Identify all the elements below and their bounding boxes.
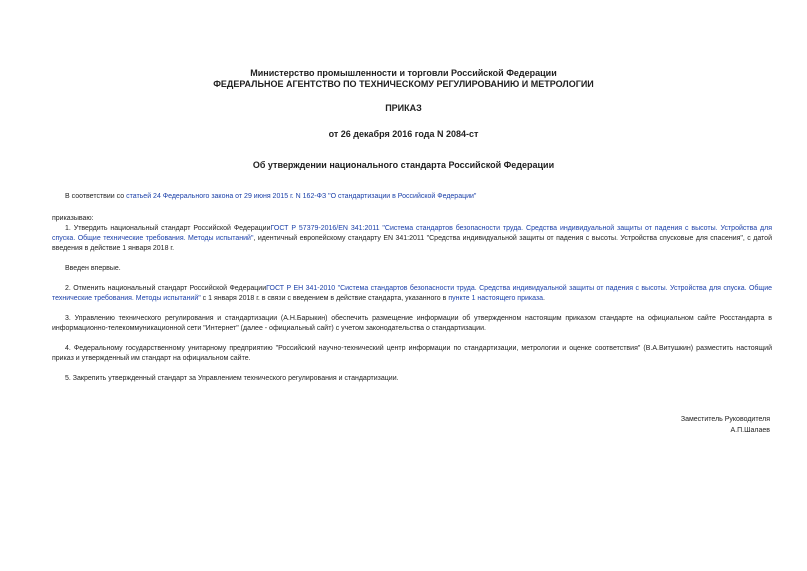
signature-block xyxy=(681,414,770,436)
document-header xyxy=(0,68,807,90)
item-1-post: , идентичный европейскому стандарту EN 341:2011 "Средства индивидуальной защиты от падения с высоты. Устройства спусковые для спасения", с датой введения в действие 1 января 2018 г. xyxy=(52,235,772,252)
item-1-pre: 1. Утвердить национальный стандарт Российской Федерации xyxy=(65,225,271,232)
item-2-post: . xyxy=(543,295,545,302)
document-date-number: от 26 декабря 2016 года N 2084-ст xyxy=(328,129,479,139)
item-5-paragraph: 5. Закрепить утвержденный стандарт за Управлением технического регулирования и стандартизации. xyxy=(65,375,399,382)
ministry-name: Министерство промышленности и торговли Российской Федерации xyxy=(250,68,557,78)
document-subject: Об утверждении национального стандарта Российской Федерации xyxy=(252,160,555,170)
agency-name: ФЕДЕРАЛЬНОЕ АГЕНТСТВО ПО ТЕХНИЧЕСКОМУ РЕГУЛИРОВАНИЮ И МЕТРОЛОГИИ xyxy=(213,79,594,89)
item-2-mid: с 1 января 2018 г. в связи с введением в действие стандарта, указанного в xyxy=(200,295,449,302)
item-2-paragraph xyxy=(52,284,772,304)
signatory-name: А.П.Шалаев xyxy=(730,427,770,434)
document-body xyxy=(52,192,772,384)
introduced-note: Введен впервые. xyxy=(65,265,121,272)
order-word: приказываю: xyxy=(52,215,94,222)
signatory-position: Заместитель Руководителя xyxy=(680,416,770,423)
item-4-paragraph: 4. Федеральному государственному унитарному предприятию "Российский научно-технический центр информации по стандартизации, метрологии и оценке соответствия" (В.А.Витушкин) разместить настоящий приказ и утвержденный им стандарт на официальном сайте. xyxy=(52,345,772,362)
item-2-pre: 2. Отменить национальный стандарт Российской Федерации xyxy=(65,285,267,292)
gost-en-341-link[interactable]: ГОСТ Р ЕН 341-2010 "Система стандартов безопасности труда. Средства индивидуальной защиты от падения с высоты. Устройства для спуска. Общие технические требования. Методы испытаний" xyxy=(52,285,772,302)
preamble-text: В соответствии со xyxy=(65,193,127,200)
preamble-paragraph xyxy=(52,192,772,202)
document-type: ПРИКАЗ xyxy=(385,103,422,113)
item-1-paragraph xyxy=(52,224,772,254)
item-3-paragraph: 3. Управлению технического регулирования и стандартизации (А.Н.Барыкин) обеспечить размещение информации об утвержденном настоящим приказом стандарте на официальном сайте Росстандарта в информационно-телекоммуникационной сети "Интернет" (далее - официальный сайт) с учетом законодательства о стандартизации. xyxy=(52,315,772,332)
item-1-reference-link[interactable]: пункте 1 настоящего приказа xyxy=(448,295,544,302)
gost-57379-link[interactable]: ГОСТ Р 57379-2016/EN 341:2011 "Система стандартов безопасности труда. Средства индивидуальной защиты от падения с высоты. Устройства для спуска. Общие технические требования. Методы испытаний" xyxy=(52,225,772,242)
law-link[interactable]: статьей 24 Федерального закона от 29 июня 2015 г. N 162-ФЗ "О стандартизации в Российской Федерации" xyxy=(126,193,477,200)
